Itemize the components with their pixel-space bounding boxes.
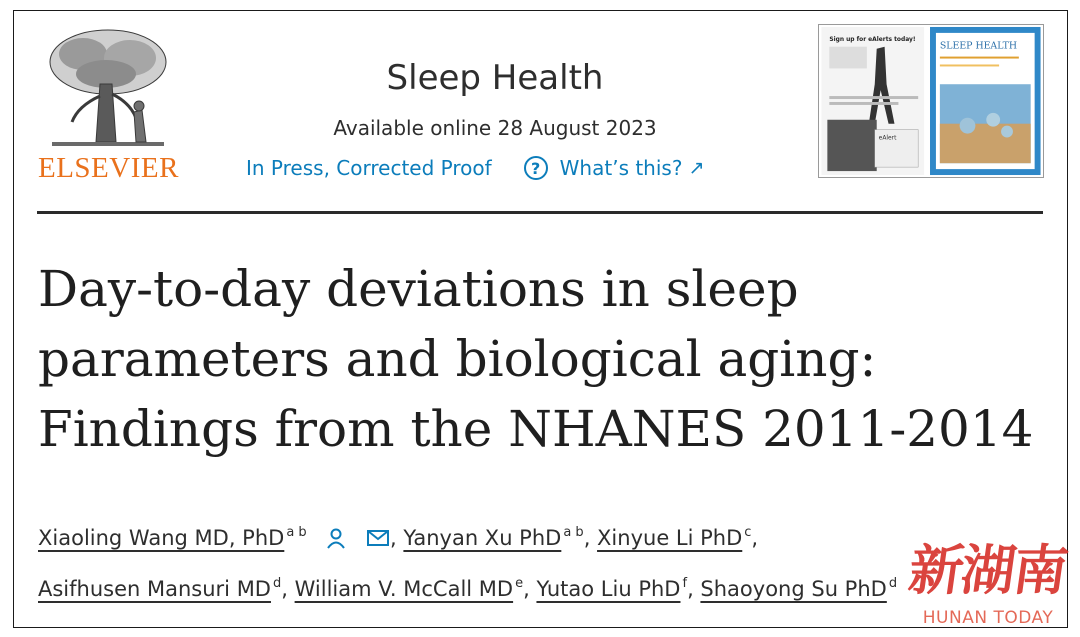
affiliation-marker[interactable]: f bbox=[682, 576, 688, 591]
article-title bbox=[38, 254, 1048, 464]
in-press-link[interactable]: In Press, Corrected Proof bbox=[246, 156, 492, 180]
author-list bbox=[38, 510, 1048, 612]
author-link[interactable]: Asifhusen Mansuri MD bbox=[38, 577, 271, 601]
watermark-glyphs: 新湖南 bbox=[905, 538, 1071, 602]
author-line-1: Xiaoling Wang MD, PhD $^{a b}$ , Yanyan Xu PhD $^{a b}$, Xinyue Li PhD $^c$, bbox=[38, 525, 759, 550]
journal-title[interactable]: Sleep Health bbox=[386, 58, 604, 98]
cover-ad-heading: Sign up for eAlerts today! bbox=[829, 36, 916, 43]
cover-journal-title: SLEEP HEALTH bbox=[939, 40, 1018, 52]
affiliation-marker[interactable]: a b bbox=[286, 525, 307, 540]
journal-cover-thumbnail[interactable] bbox=[818, 24, 1044, 178]
watermark-text: HUNAN TODAY bbox=[922, 608, 1054, 628]
header-divider bbox=[37, 211, 1043, 214]
author-link[interactable]: Yutao Liu PhD bbox=[536, 577, 681, 601]
author-link[interactable]: Yanyan Xu PhD bbox=[403, 526, 562, 550]
title-line: Day-to-day deviations in sleep bbox=[38, 260, 799, 318]
article-status-row bbox=[246, 153, 704, 183]
cover-ad-logo: eAlert bbox=[878, 135, 897, 142]
author-link[interactable]: William V. McCall MD bbox=[294, 577, 514, 601]
affiliation-marker[interactable]: c bbox=[744, 525, 752, 540]
affiliation-marker[interactable]: e bbox=[515, 576, 524, 591]
affiliation-marker[interactable]: a b bbox=[563, 525, 584, 540]
envelope-icon[interactable] bbox=[366, 527, 390, 549]
title-line: Findings from the NHANES 2011-2014 bbox=[38, 400, 1034, 458]
author-line-2: Asifhusen Mansuri MD $^d$, William V. McCall MD $^e$, Yutao Liu PhD $^f$, Shaoyong Su PhD $^d$ bbox=[38, 576, 898, 601]
affiliation-marker[interactable]: d bbox=[272, 576, 282, 591]
whats-this-link[interactable]: What’s this? bbox=[559, 156, 683, 180]
title-line: parameters and biological aging: bbox=[38, 330, 877, 388]
question-circle-icon[interactable]: ? bbox=[524, 156, 548, 180]
affiliation-marker[interactable]: d bbox=[888, 576, 898, 591]
author-link[interactable]: Xinyue Li PhD bbox=[597, 526, 743, 550]
available-online-date: Available online 28 August 2023 bbox=[333, 116, 657, 140]
elsevier-wordmark[interactable]: ELSEVIER bbox=[38, 152, 179, 184]
author-link[interactable]: Xiaoling Wang MD, PhD bbox=[38, 526, 285, 550]
arrow-up-right-icon[interactable]: ↗ bbox=[688, 157, 705, 179]
author-link[interactable]: Shaoyong Su PhD bbox=[700, 577, 887, 601]
person-icon[interactable] bbox=[325, 527, 347, 549]
